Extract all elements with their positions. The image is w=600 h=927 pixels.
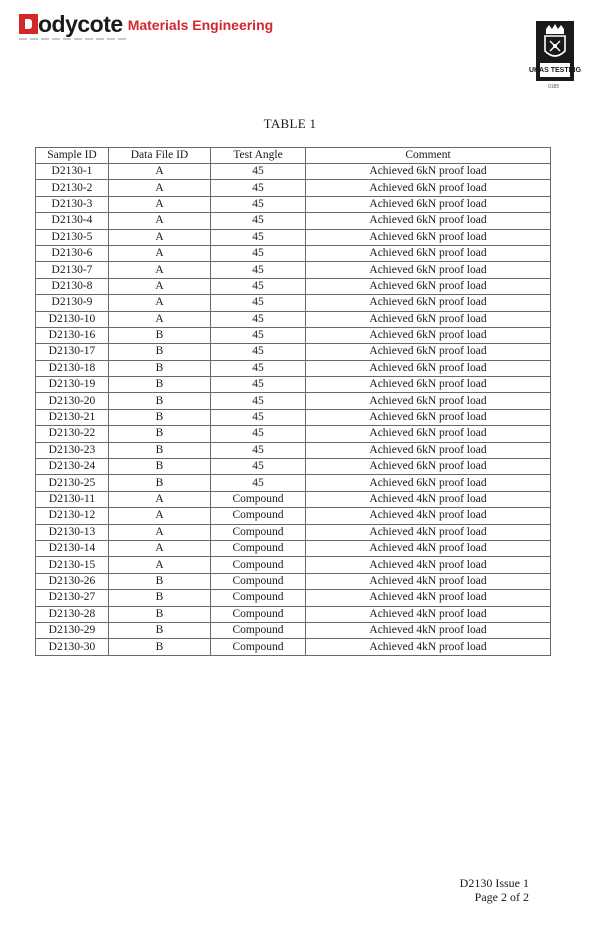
table-row [36,524,551,540]
data-file-id-cell: B [109,442,211,458]
page-footer [460,876,529,904]
sample-id-cell: D2130-3 [36,196,109,212]
sample-id-cell: D2130-5 [36,229,109,245]
page-number: Page 2 of 2 [474,890,529,904]
test-angle-cell: Compound [211,524,306,540]
data-file-id-cell: A [109,196,211,212]
comment-cell: Achieved 4kN proof load [306,590,551,606]
test-angle-cell: Compound [211,557,306,573]
sample-id-cell: D2130-23 [36,442,109,458]
sample-id-cell: D2130-14 [36,540,109,556]
sample-id-cell: D2130-7 [36,262,109,278]
data-file-id-cell: B [109,590,211,606]
table-row [36,409,551,425]
test-angle-cell: 45 [211,213,306,229]
comment-cell: Achieved 6kN proof load [306,180,551,196]
table-row [36,622,551,638]
comment-cell: Achieved 6kN proof load [306,213,551,229]
table-row [36,426,551,442]
document-issue: D2130 Issue 1 [459,876,529,890]
comment-cell: Achieved 6kN proof load [306,475,551,491]
test-angle-cell: 45 [211,229,306,245]
comment-cell: Achieved 6kN proof load [306,393,551,409]
logo-b-mark [19,14,38,34]
comment-cell: Achieved 6kN proof load [306,327,551,343]
table-row [36,557,551,573]
sample-id-cell: D2130-29 [36,622,109,638]
data-file-id-cell: A [109,540,211,556]
division-name: Materials Engineering [127,17,274,33]
comment-cell: Achieved 6kN proof load [306,426,551,442]
test-angle-cell: 45 [211,475,306,491]
comment-cell: Achieved 4kN proof load [306,573,551,589]
comment-cell: Achieved 6kN proof load [306,459,551,475]
sample-id-cell: D2130-25 [36,475,109,491]
table-row [36,475,551,491]
test-angle-cell: Compound [211,606,306,622]
table-row [36,393,551,409]
test-angle-cell: Compound [211,639,306,655]
table-row [36,573,551,589]
sample-id-cell: D2130-22 [36,426,109,442]
sample-id-cell: D2130-15 [36,557,109,573]
test-angle-cell: 45 [211,327,306,343]
table-row [36,360,551,376]
table-row [36,229,551,245]
data-file-id-cell: A [109,229,211,245]
data-file-id-cell: A [109,164,211,180]
table-row [36,278,551,294]
sample-id-cell: D2130-20 [36,393,109,409]
data-file-id-cell: A [109,213,211,229]
test-angle-cell: 45 [211,278,306,294]
table-row [36,508,551,524]
sample-id-cell: D2130-11 [36,491,109,507]
test-angle-cell: Compound [211,508,306,524]
table-row [36,180,551,196]
data-file-id-cell: B [109,360,211,376]
test-angle-cell: Compound [211,540,306,556]
ukas-label: UKAS TESTING [528,67,582,74]
sample-id-cell: D2130-24 [36,459,109,475]
table-row [36,377,551,393]
comment-cell: Achieved 4kN proof load [306,639,551,655]
data-file-id-cell: A [109,508,211,524]
test-angle-cell: Compound [211,590,306,606]
table-row [36,262,551,278]
comment-cell: Achieved 6kN proof load [306,295,551,311]
table-row [36,459,551,475]
table-row [36,590,551,606]
comment-cell: Achieved 4kN proof load [306,557,551,573]
data-file-id-cell: B [109,475,211,491]
sample-id-cell: D2130-16 [36,327,109,343]
test-angle-cell: Compound [211,573,306,589]
test-angle-cell: 45 [211,196,306,212]
comment-cell: Achieved 6kN proof load [306,409,551,425]
sample-id-cell: D2130-21 [36,409,109,425]
test-angle-cell: 45 [211,393,306,409]
sample-id-cell: D2130-12 [36,508,109,524]
table-row [36,196,551,212]
comment-cell: Achieved 4kN proof load [306,508,551,524]
test-angle-cell: Compound [211,491,306,507]
sample-id-cell: D2130-13 [36,524,109,540]
test-angle-cell: 45 [211,459,306,475]
data-file-id-cell: B [109,573,211,589]
data-file-id-cell: B [109,409,211,425]
table-header-row [36,148,551,164]
data-file-id-cell: B [109,622,211,638]
data-file-id-cell: B [109,327,211,343]
table-row [36,540,551,556]
test-angle-cell: 45 [211,442,306,458]
table-row [36,442,551,458]
comment-cell: Achieved 4kN proof load [306,524,551,540]
data-file-id-cell: B [109,639,211,655]
data-file-id-cell: A [109,262,211,278]
sample-id-cell: D2130-28 [36,606,109,622]
table-row [36,327,551,343]
header-comment: Comment [306,148,551,164]
data-file-id-cell: A [109,311,211,327]
data-file-id-cell: B [109,426,211,442]
comment-cell: Achieved 6kN proof load [306,442,551,458]
header-sample-id: Sample ID [36,148,109,164]
sample-id-cell: D2130-9 [36,295,109,311]
data-file-id-cell: A [109,278,211,294]
comment-cell: Achieved 6kN proof load [306,164,551,180]
test-angle-cell: 45 [211,344,306,360]
table-body [36,164,551,656]
sample-id-cell: D2130-10 [36,311,109,327]
data-file-id-cell: A [109,180,211,196]
table-row [36,344,551,360]
logo-underline [19,38,129,40]
header-test-angle: Test Angle [211,148,306,164]
sample-id-cell: D2130-17 [36,344,109,360]
header-data-file-id: Data File ID [109,148,211,164]
comment-cell: Achieved 6kN proof load [306,196,551,212]
sample-id-cell: D2130-6 [36,245,109,261]
data-file-id-cell: A [109,491,211,507]
data-file-id-cell: B [109,393,211,409]
sample-id-cell: D2130-30 [36,639,109,655]
data-file-id-cell: B [109,377,211,393]
test-angle-cell: 45 [211,180,306,196]
accreditation-number: 0185 [548,84,560,90]
test-angle-cell: Compound [211,622,306,638]
table-row [36,164,551,180]
comment-cell: Achieved 6kN proof load [306,229,551,245]
sample-id-cell: D2130-4 [36,213,109,229]
table-row [36,639,551,655]
ukas-crown-icon [528,21,582,81]
test-angle-cell: 45 [211,377,306,393]
data-file-id-cell: B [109,606,211,622]
data-file-id-cell: A [109,524,211,540]
table-row [36,295,551,311]
comment-cell: Achieved 4kN proof load [306,622,551,638]
table-row [36,606,551,622]
test-angle-cell: 45 [211,311,306,327]
data-file-id-cell: A [109,245,211,261]
comment-cell: Achieved 4kN proof load [306,540,551,556]
data-file-id-cell: A [109,557,211,573]
sample-id-cell: D2130-2 [36,180,109,196]
sample-id-cell: D2130-19 [36,377,109,393]
data-file-id-cell: B [109,344,211,360]
comment-cell: Achieved 6kN proof load [306,344,551,360]
sample-id-cell: D2130-27 [36,590,109,606]
sample-id-cell: D2130-8 [36,278,109,294]
sample-id-cell: D2130-18 [36,360,109,376]
data-file-id-cell: A [109,295,211,311]
table-title: TABLE 1 [263,116,317,131]
test-angle-cell: 45 [211,245,306,261]
test-angle-cell: 45 [211,360,306,376]
results-table [35,147,551,656]
comment-cell: Achieved 6kN proof load [306,360,551,376]
comment-cell: Achieved 6kN proof load [306,311,551,327]
sample-id-cell: D2130-26 [36,573,109,589]
comment-cell: Achieved 6kN proof load [306,245,551,261]
sample-id-cell: D2130-1 [36,164,109,180]
table-row [36,213,551,229]
test-angle-cell: 45 [211,409,306,425]
table-row [36,491,551,507]
data-file-id-cell: B [109,459,211,475]
comment-cell: Achieved 6kN proof load [306,262,551,278]
comment-cell: Achieved 4kN proof load [306,491,551,507]
comment-cell: Achieved 6kN proof load [306,377,551,393]
table-row [36,311,551,327]
test-angle-cell: 45 [211,295,306,311]
table-row [36,245,551,261]
test-angle-cell: 45 [211,426,306,442]
comment-cell: Achieved 6kN proof load [306,278,551,294]
test-angle-cell: 45 [211,164,306,180]
test-angle-cell: 45 [211,262,306,278]
logo-wordmark: odycote [38,11,123,37]
comment-cell: Achieved 4kN proof load [306,606,551,622]
